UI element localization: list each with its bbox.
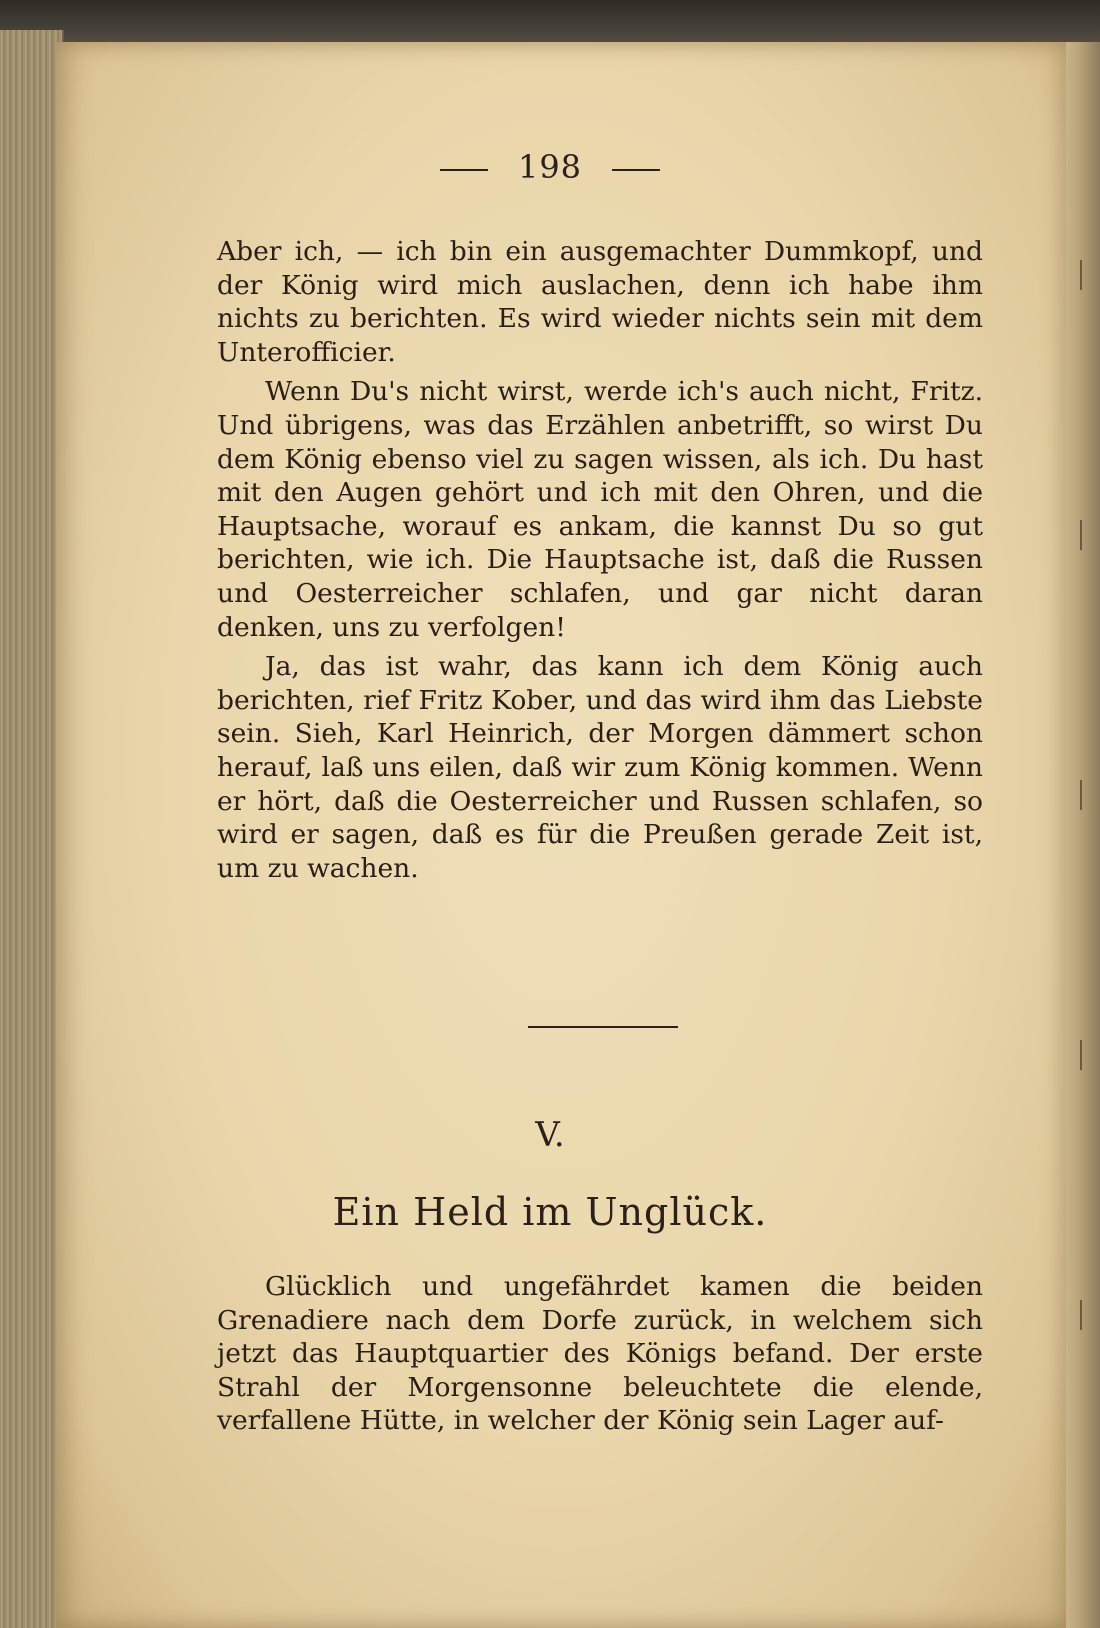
section-divider bbox=[528, 1026, 678, 1028]
paragraph-3: Ja, das ist wahr, das kann ich dem König auch berichten, rief Fritz Kober, und das wird ihm das Liebste sein. Sieh, Karl Heinrich, der Morgen dämmert schon herauf, laß uns eilen, daß wir zum König kommen. Wenn er hört, daß die Oesterreicher und Russen schlafen, so wird er sagen, daß es für die Preußen gerade Zeit ist, um zu wachen. bbox=[217, 651, 983, 884]
page-number: 198 bbox=[517, 148, 583, 186]
chapter-text bbox=[217, 1270, 983, 1438]
spine-marks bbox=[1080, 140, 1082, 1440]
header-dash-left bbox=[440, 169, 488, 171]
paragraph-2: Wenn Du's nicht wirst, werde ich's auch nicht, Fritz. Und übrigens, was das Erzählen anbetrifft, so wirst Du dem König ebenso viel zu sagen wissen, als ich. Du hast mit den Augen gehört und ich mit den Ohren, und die Hauptsache, worauf es ankam, die kannst Du so gut berichten, wie ich. Die Hauptsache ist, daß die Russen und Oesterreicher schlafen, und gar nicht daran denken, uns zu verfolgen! bbox=[217, 376, 983, 643]
chapter-title: Ein Held im Unglück. bbox=[332, 1190, 768, 1234]
continuation-text bbox=[217, 235, 983, 885]
paragraph-1: Aber ich, — ich bin ein ausgemachter Dummkopf, und der König wird mich auslachen, denn ich habe ihm nichts zu berichten. Es wird wieder nichts sein mit dem Unterofficier. bbox=[217, 236, 983, 368]
page-stack-edge bbox=[0, 30, 64, 1628]
book-gutter bbox=[1066, 42, 1100, 1628]
page-header bbox=[0, 148, 1100, 186]
chapter-paragraph-1: Glücklich und ungefährdet kamen die beiden Grenadiere nach dem Dorfe zurück, in welchem sich jetzt das Hauptquartier des Königs befand. Der erste Strahl der Morgensonne beleuchtete die elende, verfallene Hütte, in welcher der König sein Lager auf- bbox=[217, 1271, 983, 1437]
header-dash-right bbox=[612, 169, 660, 171]
book-top-edge bbox=[0, 0, 1100, 48]
chapter-number: V. bbox=[535, 1115, 565, 1155]
